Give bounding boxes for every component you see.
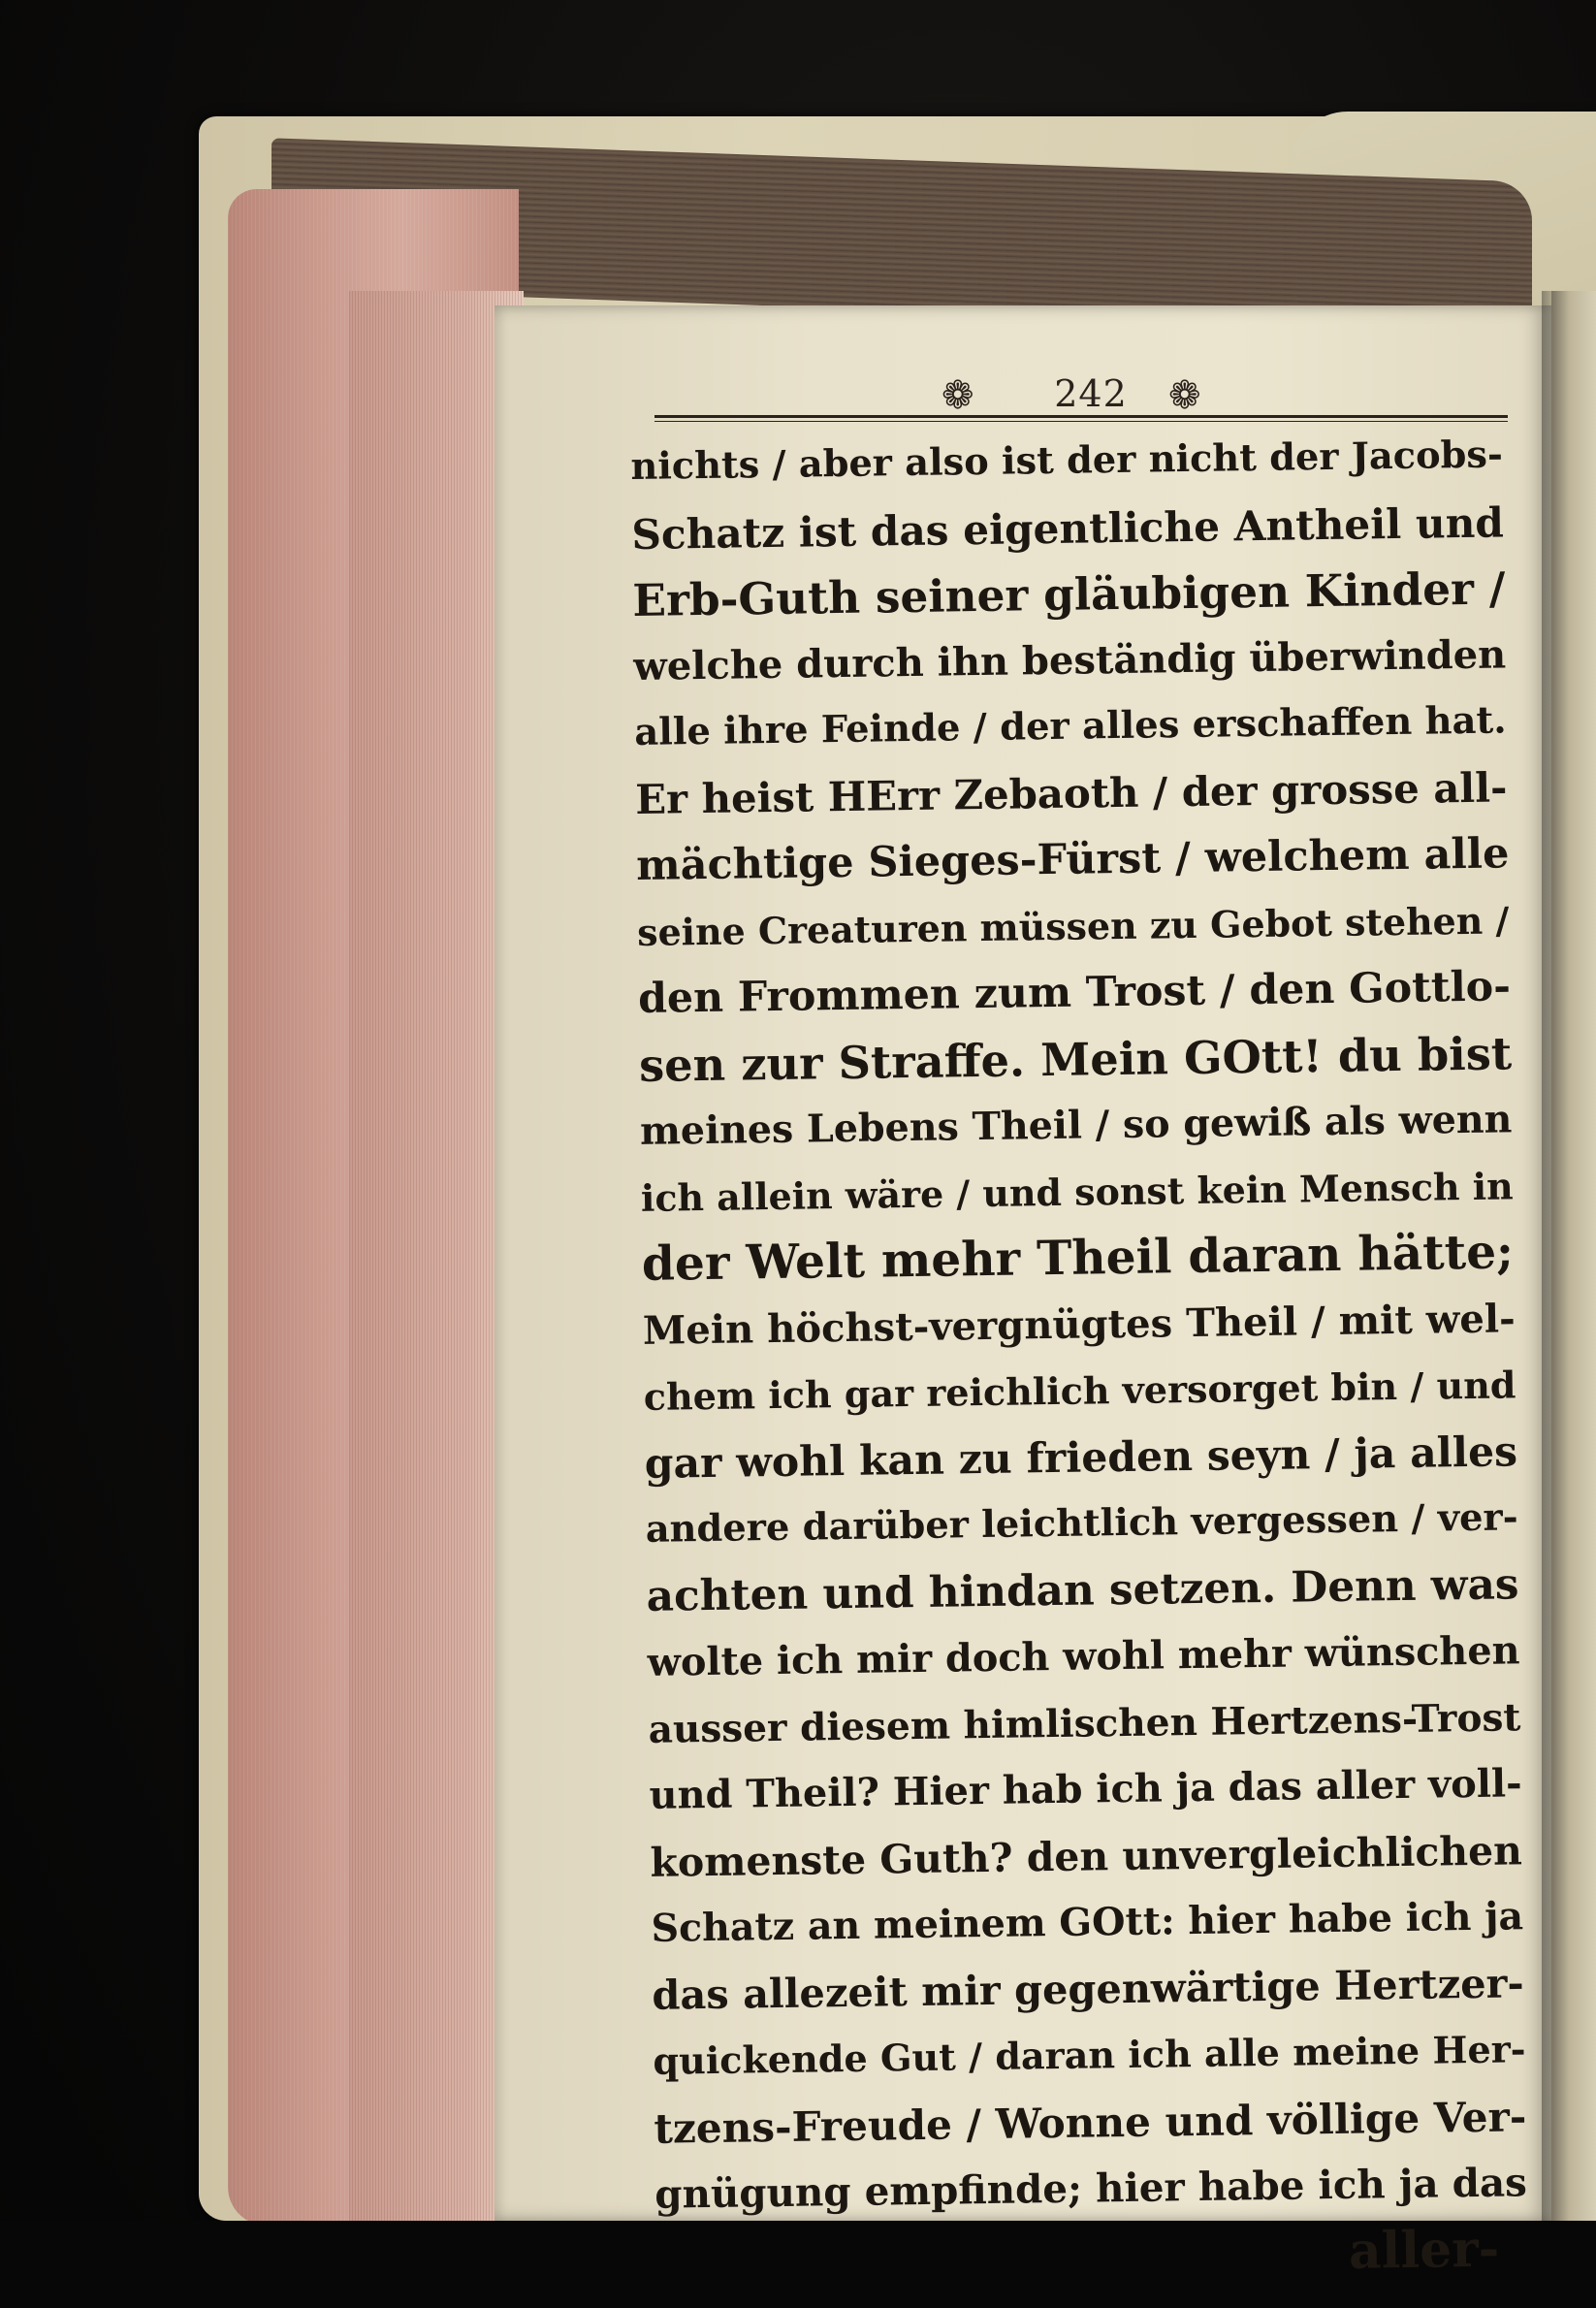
text-line: mächtige Sieges-Fürst / welchem alle [635,829,1510,890]
header-rule [654,415,1508,418]
text-line: meines Lebens Theil / so gewiß als wenn [639,1097,1513,1154]
text-line: seine Creaturen müssen zu Gebot stehen / [636,897,1510,954]
text-line: welche durch ihn beständig überwinden [633,630,1507,689]
text-line: gar wohl kan zu frieden seyn / ja alles [644,1426,1518,1489]
text-line: sen zur Straffe. Mein GOtt! du bist [638,1026,1513,1092]
ornament-left-icon: ❁ [942,373,974,418]
text-line: ich allein wäre / und sonst kein Mensch in [640,1163,1514,1220]
text-line: Mein höchst-vergnügtes Theil / mit wel- [642,1295,1516,1354]
text-line: chem ich gar reichlich versorget bin / und [643,1362,1516,1419]
text-line: andere darüber leichtlich vergessen / ver- [645,1495,1518,1552]
text-line: quickende Gut / daran ich alle meine Her- [653,2027,1526,2083]
text-line: achten und hindan setzen. Denn was [646,1558,1519,1621]
ornament-right-icon: ❁ [1168,373,1201,418]
text-line: Schatz an meinem GOtt: hier habe ich ja [651,1894,1524,1951]
text-line: Schatz ist das eigentliche Antheil und [631,497,1505,559]
text-line: Er heist HErr Zebaoth / der grosse all- [634,762,1508,823]
header-rule-thin [654,421,1508,422]
text-line: gnügung empfinde; hier habe ich ja das [654,2159,1528,2218]
text-line: nichts / aber also ist der nicht der Jacobs- [630,433,1504,489]
text-line: der Welt mehr Theil daran hätte; [641,1224,1515,1292]
text-line: alle ihre Feinde / der alles erschaffen hat. [633,698,1507,754]
text-line: das allezeit mir gegenwärtige Hertzer- [652,1958,1524,2019]
text-line: wolte ich mir doch wohl mehr wünschen [647,1628,1520,1685]
text-line: komenste Guth? den unvergleichlichen [650,1826,1523,1886]
page-number: 242 [1054,372,1128,415]
text-line: ausser diesem himlischen Hertzens-Trost [648,1694,1521,1752]
text-line: und Theil? Hier hab ich ja das aller voll- [649,1761,1522,1818]
text-line: tzens-Freude / Wonne und völlige Ver- [654,2091,1527,2153]
text-line: den Frommen zum Trost / den Gottlo- [637,962,1512,1023]
page-header [654,367,1508,425]
catchword: aller- [1348,2219,1500,2281]
body-text [630,422,1529,2293]
text-line: Erb-Guth seiner gläubigen Kinder / [632,561,1506,626]
book-gutter [1551,291,1596,2230]
